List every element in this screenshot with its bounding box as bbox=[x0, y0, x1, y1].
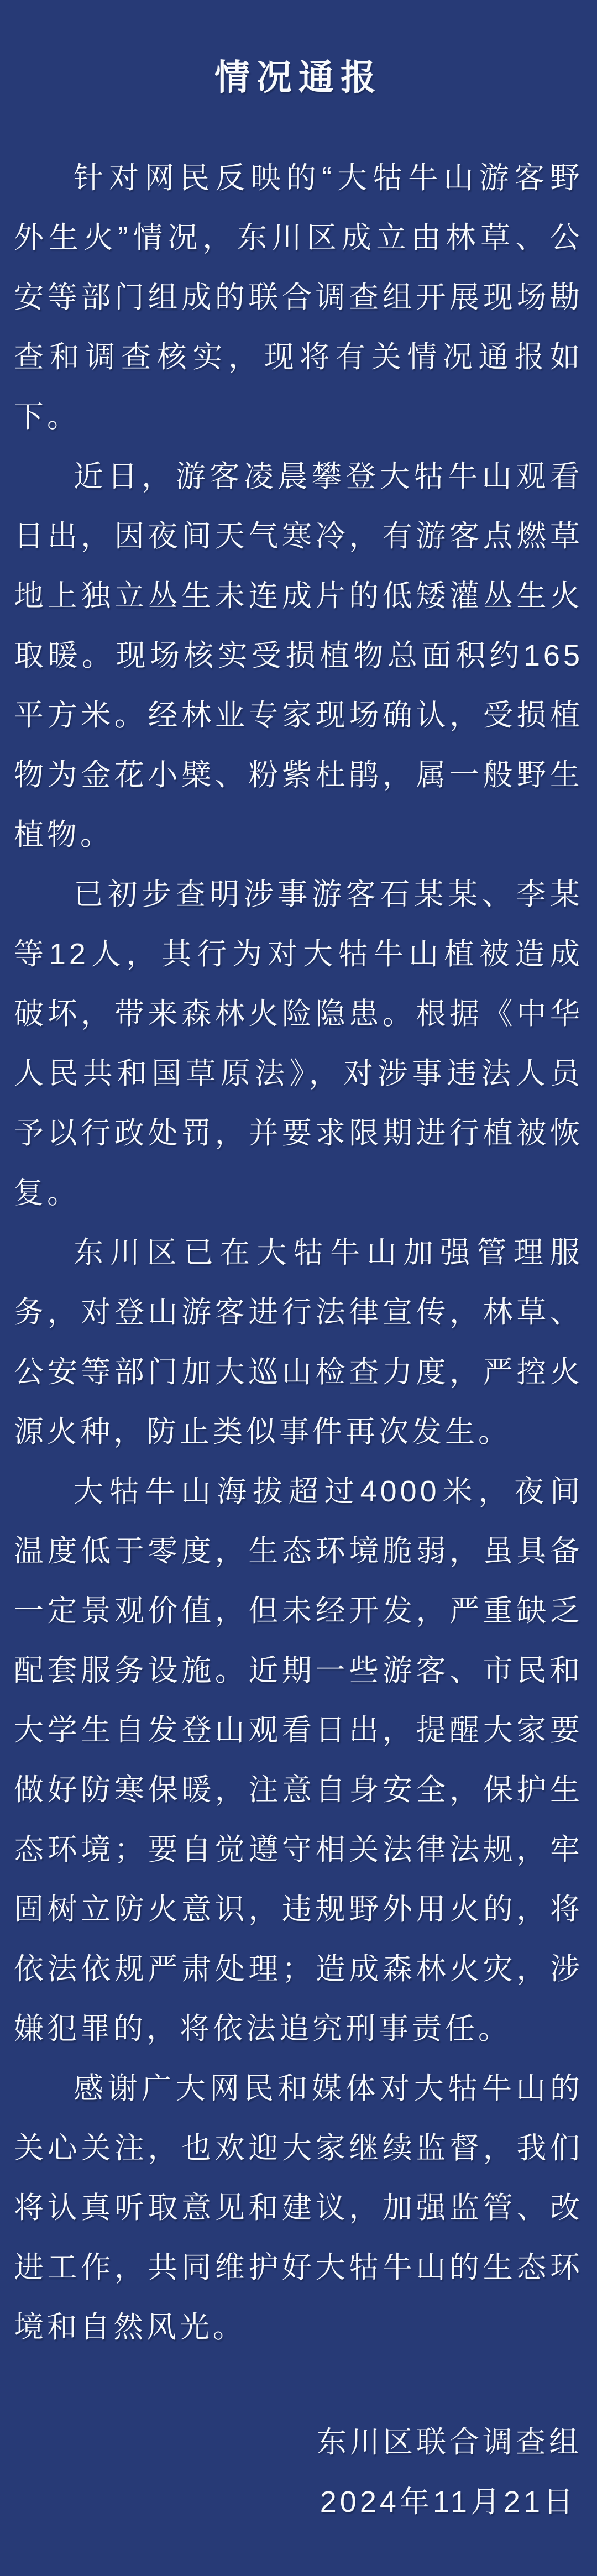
notice-paragraph: 感谢广大网民和媒体对大牯牛山的关心关注，也欢迎大家继续监督，我们将认真听取意见和建议，加强监管、改进工作，共同维护好大牯牛山的生态环境和自然风光。 bbox=[14, 2072, 583, 2344]
notice-paragraph: 近日，游客凌晨攀登大牯牛山观看日出，因夜间天气寒冷，有游客点燃草地上独立丛生未连成片的低矮灌丛生火取暖。现场核实受损植物总面积约165平方米。经林业专家现场确认，受损植物为金花小檗、粉紫杜鹃，属一般野生植物。 bbox=[14, 460, 583, 851]
signature-date: 2024年11月21日 bbox=[320, 2485, 577, 2519]
notice-paragraph: 大牯牛山海拔超过4000米，夜间温度低于零度，生态环境脆弱，虽具备一定景观价值，但未经开发，严重缺乏配套服务设施。近期一些游客、市民和大学生自发登山观看日出，提醒大家要做好防寒保暖，注意自身安全，保护生态环境；要自觉遵守相关法律法规，牢固树立防火意识，违规野外用火的，将依法依规严肃处理；造成森林火灾，涉嫌犯罪的，将依法追究刑事责任。 bbox=[14, 1475, 583, 2045]
notice-paragraph: 已初步查明涉事游客石某某、李某等12人，其行为对大牯牛山植被造成破坏，带来森林火险隐患。根据《中华人民共和国草原法》，对涉事违法人员予以行政处罚，并要求限期进行植被恢复。 bbox=[14, 878, 583, 1210]
signature-org: 东川区联合调查组 bbox=[317, 2426, 582, 2459]
notice-paragraph: 东川区已在大牯牛山加强管理服务，对登山游客进行法律宣传，林草、公安等部门加大巡山检查力度，严控火源火种，防止类似事件再次发生。 bbox=[14, 1236, 583, 1448]
notice-body bbox=[14, 148, 583, 2357]
notice-paragraph: 针对网民反映的“大牯牛山游客野外生火”情况，东川区成立由林草、公安等部门组成的联合调查组开展现场勘查和调查核实，现将有关情况通报如下。 bbox=[14, 161, 583, 433]
signature-block bbox=[14, 2412, 583, 2532]
notice-title: 情况通报 bbox=[214, 57, 383, 97]
